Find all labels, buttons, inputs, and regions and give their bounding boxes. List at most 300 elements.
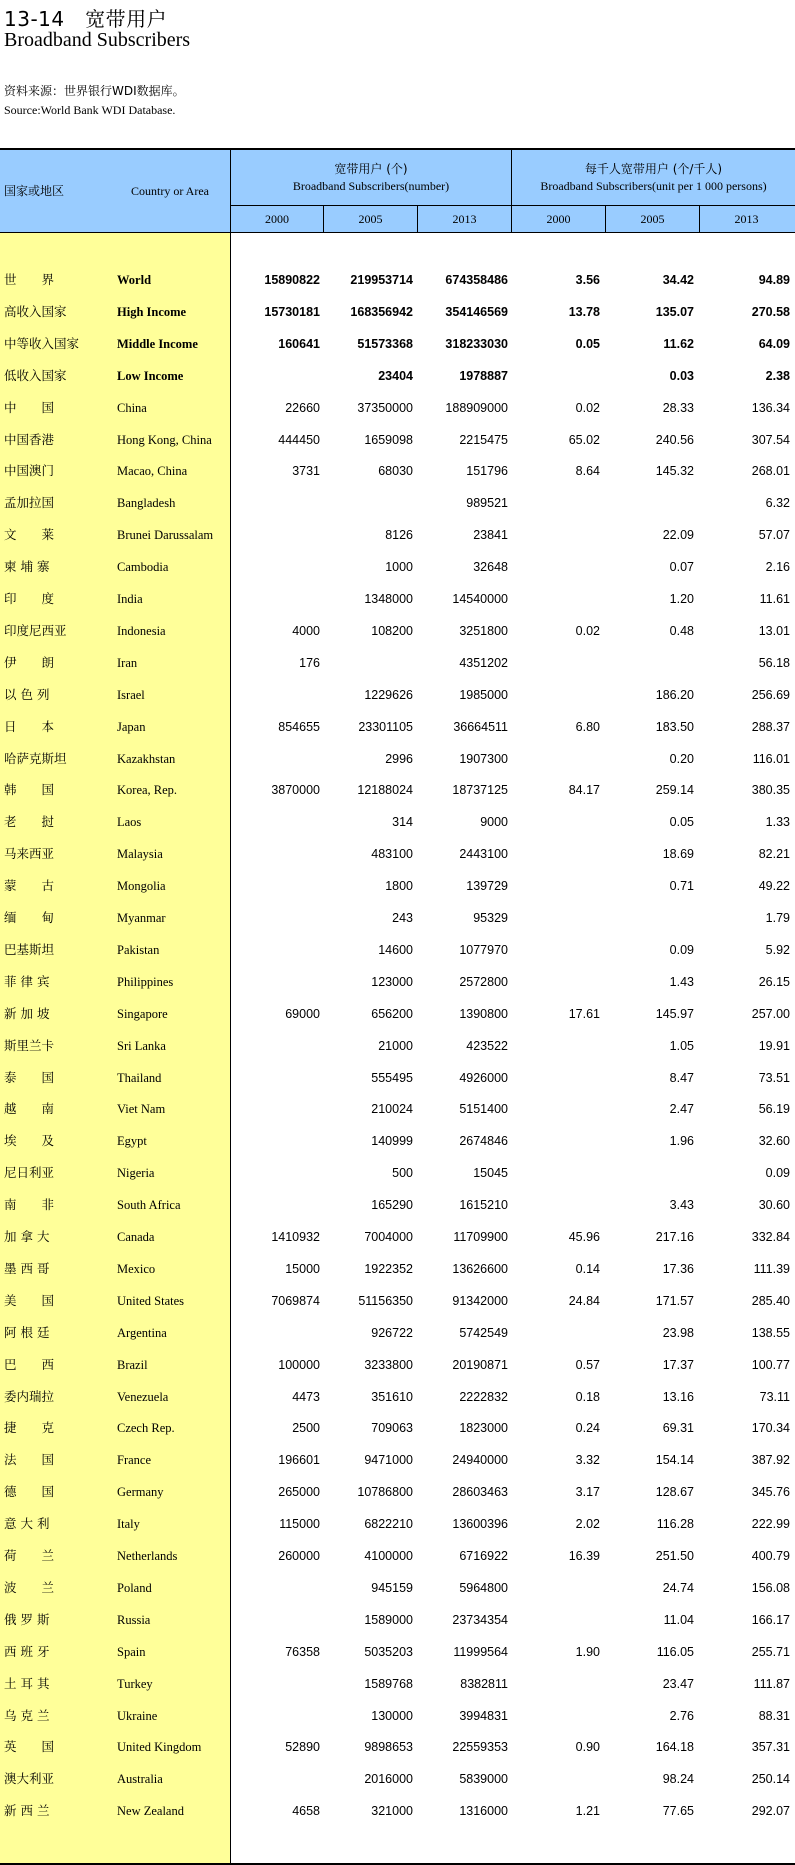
table-row [0, 1253, 795, 1285]
value-cell: 0.14 [575, 1261, 600, 1276]
value-cell: 268.01 [751, 464, 790, 479]
value-cell: 30.60 [758, 1198, 790, 1213]
table-row [0, 1508, 795, 1540]
value-cell: 0.90 [575, 1740, 600, 1755]
value-cell: 255.71 [751, 1644, 790, 1659]
value-cell: 11.61 [759, 592, 790, 606]
value-cell: 0.48 [669, 623, 694, 638]
value-cell: 24940000 [452, 1453, 508, 1468]
value-cell: 3251800 [459, 623, 508, 638]
value-cell: 11999564 [453, 1644, 508, 1659]
country-name-cn: 韩 国 [4, 782, 55, 798]
value-cell: 11.04 [663, 1612, 694, 1627]
table-row [0, 774, 795, 806]
source-note-cn: 资料来源：世界银行WDI数据库。 [4, 84, 185, 98]
value-cell: 1000 [385, 560, 413, 575]
value-cell: 84.17 [568, 783, 600, 798]
value-cell: 251.50 [655, 1549, 694, 1563]
value-cell: 116.01 [752, 751, 790, 766]
table-row [0, 583, 795, 615]
value-cell: 28603463 [452, 1485, 508, 1500]
value-cell: 183.50 [655, 719, 694, 734]
value-cell: 217.16 [655, 1230, 694, 1244]
value-cell: 4473 [292, 1389, 320, 1404]
value-cell: 357.31 [751, 1740, 790, 1755]
country-name-en: Nigeria [117, 1166, 155, 1181]
value-cell [512, 838, 600, 870]
value-cell: 387.92 [751, 1453, 790, 1468]
value-cell [512, 519, 600, 551]
country-name-en: Middle Income [117, 336, 198, 351]
value-cell: 15045 [473, 1166, 508, 1181]
table-row [0, 1476, 795, 1508]
country-name-cn: 乌 克 兰 [4, 1707, 50, 1723]
value-cell: 196601 [278, 1453, 320, 1468]
country-name-en: Hong Kong, China [117, 432, 212, 447]
value-cell: 0.18 [575, 1389, 600, 1404]
country-name-en: South Africa [117, 1198, 181, 1213]
value-cell: 3870000 [271, 783, 320, 798]
country-name-cn: 委内瑞拉 [4, 1388, 55, 1404]
value-cell: 4000 [292, 623, 320, 638]
table-row [0, 487, 795, 519]
value-cell: 945159 [371, 1580, 413, 1595]
value-cell: 0.02 [575, 623, 600, 638]
value-cell [232, 583, 320, 615]
table-title-en: Broadband Subscribers [4, 29, 191, 51]
value-cell: 0.05 [669, 815, 694, 830]
value-cell [512, 583, 600, 615]
country-name-en: Poland [117, 1580, 152, 1595]
value-cell: 68030 [378, 464, 413, 479]
value-cell: 140999 [371, 1134, 413, 1149]
country-name-cn: 阿 根 廷 [4, 1324, 50, 1340]
value-cell: 64.09 [758, 336, 790, 351]
country-name-en: Bangladesh [117, 496, 176, 511]
value-cell: 20190871 [452, 1357, 508, 1372]
value-cell: 1.33 [765, 815, 790, 830]
value-cell [232, 1700, 320, 1732]
year-header: 2013 [734, 212, 759, 226]
country-name-cn: 菲 律 宾 [4, 973, 50, 989]
value-cell: 260000 [278, 1549, 320, 1563]
value-cell [232, 1125, 320, 1157]
value-cell: 2.16 [765, 560, 790, 575]
country-name-en: Brunei Darussalam [117, 528, 214, 543]
value-cell [232, 1157, 320, 1189]
value-cell: 19.91 [758, 1038, 790, 1053]
country-name-en: Cambodia [117, 560, 169, 575]
value-cell: 2572800 [459, 974, 508, 989]
value-cell: 8126 [385, 528, 413, 543]
value-cell [232, 902, 320, 934]
country-name-cn: 英 国 [4, 1739, 55, 1755]
value-cell [512, 1093, 600, 1125]
country-name-en: Australia [117, 1772, 163, 1787]
value-cell: 8.64 [575, 464, 600, 479]
value-cell [606, 1157, 694, 1189]
country-name-en: Philippines [117, 974, 174, 989]
value-cell: 128.67 [655, 1485, 694, 1500]
value-cell: 2500 [292, 1421, 320, 1436]
value-cell: 13.78 [568, 304, 600, 319]
country-name-cn: 土 耳 其 [4, 1675, 50, 1691]
country-name-cn: 文 莱 [4, 527, 55, 543]
value-cell: 32648 [473, 560, 508, 575]
country-name-en: India [117, 592, 143, 606]
table-row [0, 902, 795, 934]
country-name-cn: 斯里兰卡 [4, 1037, 55, 1053]
value-cell: 77.65 [662, 1804, 694, 1819]
country-name-cn: 德 国 [4, 1484, 55, 1500]
value-cell: 256.69 [751, 687, 790, 702]
value-cell: 1.96 [669, 1134, 694, 1149]
table-row [0, 360, 795, 392]
value-cell [512, 647, 600, 679]
value-cell [232, 360, 320, 392]
value-cell: 0.02 [575, 400, 600, 415]
table-row [0, 1604, 795, 1636]
value-cell: 23841 [473, 528, 508, 543]
country-name-en: Korea, Rep. [117, 783, 178, 798]
value-cell: 168356942 [350, 304, 413, 319]
table-row [0, 647, 795, 679]
country-name-cn: 伊 朗 [4, 654, 55, 670]
value-cell [512, 1700, 600, 1732]
country-name-en: Venezuela [117, 1389, 169, 1404]
value-cell [232, 487, 320, 519]
country-name-en: Israel [117, 687, 145, 702]
table-row [0, 998, 795, 1030]
value-cell: 116.28 [656, 1517, 694, 1532]
value-cell: 65.02 [568, 432, 600, 447]
value-cell: 91342000 [452, 1293, 508, 1308]
country-name-en: World [117, 273, 152, 287]
value-cell: 24.84 [568, 1293, 600, 1308]
value-cell: 51156350 [358, 1293, 413, 1308]
country-name-cn: 波 兰 [4, 1579, 55, 1595]
country-name-en: High Income [117, 304, 187, 319]
value-cell: 2222832 [459, 1389, 508, 1404]
value-cell: 22660 [285, 400, 320, 415]
value-cell: 56.19 [758, 1102, 790, 1117]
value-cell: 4658 [292, 1804, 320, 1819]
value-cell: 989521 [466, 496, 508, 511]
country-name-cn: 柬 埔 寨 [4, 559, 50, 575]
value-cell: 270.58 [751, 304, 790, 319]
value-cell: 345.76 [751, 1485, 790, 1500]
value-cell: 139729 [466, 879, 508, 894]
value-cell: 259.14 [655, 783, 694, 798]
country-name-en: Turkey [117, 1676, 153, 1691]
value-cell: 6.80 [575, 719, 600, 734]
country-name-cn: 法 国 [4, 1452, 55, 1468]
value-cell [232, 1093, 320, 1125]
value-cell [512, 806, 600, 838]
country-name-en: Argentina [117, 1325, 167, 1340]
value-cell: 5964800 [459, 1580, 508, 1595]
country-name-cn: 越 南 [4, 1101, 55, 1117]
value-cell: 135.07 [655, 304, 694, 319]
value-cell: 3233800 [364, 1357, 413, 1372]
table-row [0, 934, 795, 966]
value-cell: 13.01 [758, 623, 790, 638]
value-cell: 123000 [371, 974, 413, 989]
value-cell: 0.24 [575, 1421, 600, 1436]
value-cell: 222.99 [751, 1517, 790, 1532]
value-cell: 1659098 [364, 432, 413, 447]
value-cell: 45.96 [568, 1230, 600, 1244]
table-row [0, 1125, 795, 1157]
value-cell: 1615210 [459, 1198, 508, 1213]
country-name-en: United Kingdom [117, 1740, 202, 1755]
value-cell: 52890 [285, 1740, 320, 1755]
country-name-cn: 新 加 坡 [4, 1005, 50, 1021]
country-name-en: Laos [117, 815, 142, 830]
table-top-rule [0, 148, 795, 150]
country-name-cn: 尼日利亚 [4, 1165, 55, 1181]
table-row [0, 1317, 795, 1349]
country-name-cn: 捷 克 [4, 1420, 55, 1436]
value-cell [232, 743, 320, 775]
table-row [0, 1795, 795, 1827]
value-cell: 3.43 [669, 1198, 694, 1213]
country-name-en: Mongolia [117, 879, 166, 894]
value-cell: 1985000 [459, 687, 508, 702]
value-cell: 166.17 [751, 1612, 790, 1627]
table-row [0, 328, 795, 360]
table-number-title: 13-14 宽带用户 [4, 7, 168, 31]
value-cell: 6716922 [459, 1549, 508, 1563]
table-row [0, 1157, 795, 1189]
value-cell: 14600 [378, 942, 413, 957]
value-cell [325, 487, 413, 519]
value-cell: 0.09 [669, 942, 694, 957]
table-row [0, 1062, 795, 1094]
value-cell: 1348000 [364, 592, 413, 606]
country-name-cn: 埃 及 [4, 1133, 55, 1149]
country-name-en: Netherlands [117, 1549, 178, 1563]
value-cell: 73.11 [759, 1389, 790, 1404]
value-cell: 18737125 [452, 783, 508, 798]
country-name-cn: 以 色 列 [4, 686, 50, 702]
table-row [0, 1668, 795, 1700]
value-cell: 12188024 [357, 783, 413, 798]
value-cell: 4926000 [459, 1070, 508, 1085]
value-cell: 314 [392, 815, 413, 830]
table-row [0, 1189, 795, 1221]
year-header: 2000 [265, 212, 289, 226]
country-name-cn: 印度尼西亚 [4, 622, 67, 638]
value-cell: 170.34 [751, 1421, 790, 1436]
value-cell: 2.47 [669, 1102, 694, 1117]
value-cell: 2016000 [364, 1772, 413, 1787]
value-cell: 1.43 [669, 974, 694, 989]
country-name-en: Egypt [117, 1134, 147, 1149]
value-cell: 250.14 [751, 1772, 790, 1787]
country-name-cn: 西 班 牙 [4, 1643, 50, 1659]
country-name-en: Low Income [117, 368, 184, 383]
table-row [0, 392, 795, 424]
value-cell [512, 1189, 600, 1221]
value-cell [512, 966, 600, 998]
country-name-cn: 哈萨克斯坦 [4, 750, 67, 766]
value-cell: 1800 [385, 879, 413, 894]
country-name-cn: 老 挝 [4, 814, 55, 830]
country-name-en: Mexico [117, 1261, 156, 1276]
value-cell: 1.21 [575, 1804, 600, 1819]
value-cell: 8.47 [669, 1070, 694, 1085]
country-name-cn: 孟加拉国 [4, 495, 55, 511]
value-cell [512, 1317, 600, 1349]
value-cell [512, 743, 600, 775]
table-row [0, 1700, 795, 1732]
table-row [0, 1763, 795, 1795]
country-name-en: Russia [117, 1612, 151, 1627]
value-cell: 240.56 [655, 432, 694, 447]
country-name-cn: 低收入国家 [4, 367, 67, 383]
country-name-cn: 日 本 [4, 718, 55, 734]
value-cell: 69.31 [662, 1421, 694, 1436]
value-cell [512, 1604, 600, 1636]
value-cell [232, 1062, 320, 1094]
header-country-en: Country or Area [131, 184, 209, 198]
value-cell: 0.07 [669, 560, 694, 575]
value-cell [232, 870, 320, 902]
country-name-en: New Zealand [117, 1804, 184, 1819]
value-cell: 151796 [466, 464, 508, 479]
country-name-cn: 巴基斯坦 [4, 941, 55, 957]
country-name-cn: 墨 西 哥 [4, 1260, 50, 1276]
country-name-en: Thailand [117, 1070, 162, 1085]
value-cell: 321000 [371, 1804, 413, 1819]
value-cell [232, 1189, 320, 1221]
value-cell [512, 1157, 600, 1189]
country-name-en: Sri Lanka [117, 1038, 166, 1053]
value-cell: 111.39 [753, 1261, 790, 1276]
value-cell [232, 679, 320, 711]
country-name-en: Malaysia [117, 847, 163, 862]
value-cell: 23734354 [452, 1612, 508, 1627]
value-cell: 145.32 [655, 464, 694, 479]
value-cell [325, 647, 413, 679]
value-cell: 5742549 [459, 1325, 508, 1340]
value-cell: 4351202 [459, 655, 508, 670]
value-cell: 332.84 [751, 1230, 790, 1244]
country-name-cn: 新 西 兰 [4, 1803, 50, 1819]
country-name-en: Macao, China [117, 464, 188, 479]
value-cell: 22559353 [452, 1740, 508, 1755]
country-name-cn: 美 国 [4, 1292, 55, 1308]
value-cell: 23.47 [662, 1676, 694, 1691]
value-cell: 17.36 [662, 1261, 694, 1276]
table-row [0, 1093, 795, 1125]
header-group1-cn: 宽带用户 (个) [334, 162, 408, 176]
header-bottom-rule [0, 232, 795, 233]
value-cell: 13600396 [452, 1517, 508, 1532]
value-cell [512, 487, 600, 519]
table-row [0, 264, 795, 296]
value-cell: 709063 [371, 1421, 413, 1436]
country-name-en: Indonesia [117, 623, 166, 638]
value-cell: 11709900 [453, 1230, 508, 1244]
value-cell: 36664511 [453, 719, 508, 734]
value-cell: 164.18 [655, 1740, 694, 1755]
table-row [0, 870, 795, 902]
value-cell: 10786800 [357, 1485, 413, 1500]
source-note-en: Source:World Bank WDI Database. [4, 103, 176, 117]
country-name-cn: 中国香港 [4, 431, 55, 447]
table-row [0, 679, 795, 711]
country-name-cn: 印 度 [4, 591, 55, 606]
value-cell: 292.07 [751, 1804, 790, 1819]
value-cell: 76358 [285, 1644, 320, 1659]
value-cell: 2.76 [669, 1708, 694, 1723]
value-cell: 9000 [480, 815, 508, 830]
country-name-en: China [117, 400, 147, 415]
value-cell: 5839000 [459, 1772, 508, 1787]
value-cell: 219953714 [350, 273, 413, 287]
value-cell: 14540000 [452, 592, 508, 606]
value-cell: 23404 [378, 368, 413, 383]
table-row [0, 519, 795, 551]
country-name-cn: 中等收入国家 [4, 335, 80, 351]
value-cell: 115000 [279, 1517, 320, 1532]
value-cell: 5035203 [364, 1644, 413, 1659]
value-cell: 17.37 [662, 1357, 694, 1372]
value-cell: 2.02 [575, 1517, 600, 1532]
country-name-en: Myanmar [117, 911, 166, 925]
value-cell: 88.31 [758, 1708, 790, 1723]
table-row [0, 1030, 795, 1062]
value-cell: 73.51 [758, 1070, 790, 1085]
value-cell [512, 1125, 600, 1157]
value-cell: 674358486 [445, 273, 508, 287]
value-cell: 95329 [473, 911, 508, 925]
value-cell [512, 902, 600, 934]
country-name-cn: 巴 西 [4, 1356, 55, 1372]
value-cell: 4100000 [364, 1549, 413, 1563]
value-cell [606, 487, 694, 519]
value-cell: 186.20 [655, 687, 694, 702]
value-cell [232, 1317, 320, 1349]
value-cell: 926722 [371, 1325, 413, 1340]
value-cell: 483100 [371, 847, 413, 862]
value-cell [512, 1030, 600, 1062]
value-cell: 136.34 [751, 400, 790, 415]
table-row [0, 1444, 795, 1476]
value-cell: 13626600 [452, 1261, 508, 1276]
value-cell: 854655 [278, 719, 320, 734]
table-row [0, 1731, 795, 1763]
value-cell: 34.42 [662, 273, 694, 287]
country-name-en: Kazakhstan [117, 751, 176, 766]
value-cell: 28.33 [662, 400, 694, 415]
value-cell [232, 1668, 320, 1700]
value-cell: 1077970 [459, 942, 508, 957]
value-cell: 24.74 [662, 1580, 694, 1595]
table-row [0, 806, 795, 838]
country-name-en: Germany [117, 1485, 164, 1500]
value-cell: 2996 [385, 751, 413, 766]
table-row [0, 1285, 795, 1317]
value-cell: 116.05 [656, 1644, 694, 1659]
country-name-cn: 意 大 利 [4, 1516, 50, 1532]
value-cell: 354146569 [445, 304, 508, 319]
table-row [0, 711, 795, 743]
country-name-en: Spain [117, 1644, 146, 1659]
value-cell: 108200 [371, 623, 413, 638]
